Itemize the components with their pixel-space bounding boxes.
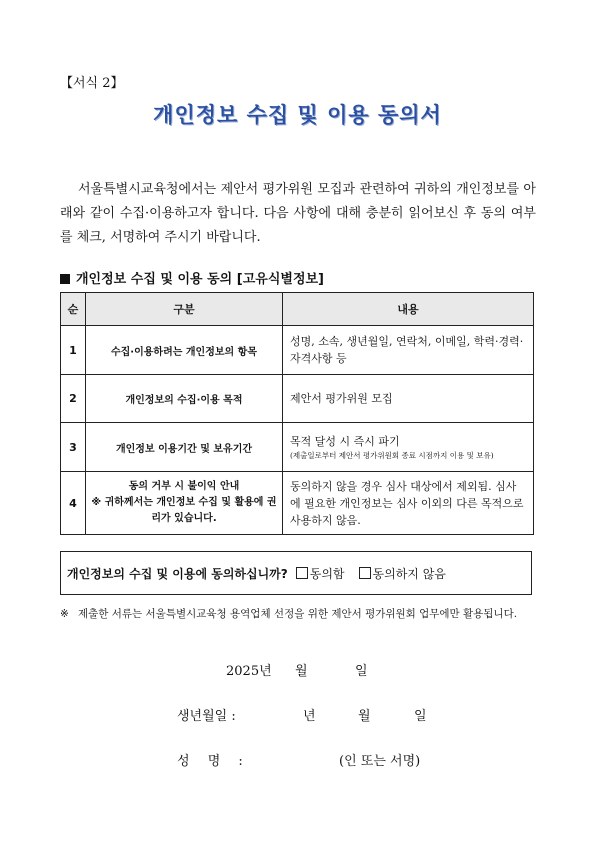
agree-label: 동의함 bbox=[309, 566, 345, 581]
date-month: 월 bbox=[295, 664, 308, 679]
table-header-row bbox=[61, 293, 534, 326]
intro-paragraph: 서울특별시교육청에서는 제안서 평가위원 모집과 관련하여 귀하의 개인정보를 아래와 같이 수집·이용하고자 합니다. 다음 사항에 대해 충분히 읽어보신 후 동의 여부를 체크, 서명하여 주시기 바랍니다. bbox=[60, 182, 536, 245]
section-heading bbox=[60, 268, 324, 287]
note-mark: ※ bbox=[60, 608, 69, 620]
row-content: 성명, 소속, 생년월일, 연락처, 이메일, 학력·경력·자격사항 등 bbox=[283, 326, 534, 375]
birth-year[interactable]: 년 bbox=[303, 709, 316, 724]
row-category: 개인정보의 수집·이용 목적 bbox=[86, 375, 283, 423]
agree-checkbox[interactable] bbox=[296, 565, 345, 582]
signature-field[interactable]: (인 또는 서명) bbox=[339, 754, 421, 769]
row-content: 제안서 평가위원 모집 bbox=[283, 375, 534, 423]
birth-day[interactable]: 일 bbox=[414, 709, 427, 724]
disagree-label: 동의하지 않음 bbox=[372, 566, 446, 581]
row-content-note: (제출일로부터 제안서 평가위원회 종료 시점까지 이용 및 보유) bbox=[290, 450, 494, 460]
row-category: 개인정보 이용기간 및 보유기간 bbox=[86, 423, 283, 472]
black-square-icon bbox=[60, 274, 70, 284]
birthdate-label: 생년월일 : bbox=[177, 709, 236, 724]
row-number: 2 bbox=[61, 375, 86, 423]
name-label: 성 명 : bbox=[177, 754, 243, 769]
table-row bbox=[61, 326, 534, 375]
header-content: 내용 bbox=[283, 293, 534, 326]
footnote bbox=[60, 606, 540, 622]
header-no: 순 bbox=[61, 293, 86, 326]
row-category-cell bbox=[86, 472, 283, 535]
table-row bbox=[61, 423, 534, 472]
row-content-cell bbox=[283, 423, 534, 472]
disagree-checkbox[interactable] bbox=[359, 565, 446, 582]
row-content: 동의하지 않을 경우 심사 대상에서 제외됨. 심사에 필요한 개인정보는 심사 이외의 다른 목적으로 사용하지 않음. bbox=[283, 472, 534, 535]
row-number: 4 bbox=[61, 472, 86, 535]
consent-items-table bbox=[60, 292, 534, 535]
header-category: 구분 bbox=[86, 293, 283, 326]
date-day: 일 bbox=[355, 664, 368, 679]
consent-question-box bbox=[60, 551, 532, 595]
date-year: 2025년 bbox=[226, 664, 272, 679]
row-number: 3 bbox=[61, 423, 86, 472]
table-row bbox=[61, 472, 534, 535]
form-number-label: 【서식 2】 bbox=[60, 76, 124, 91]
birth-month[interactable]: 월 bbox=[358, 709, 371, 724]
consent-question: 개인정보의 수집 및 이용에 동의하십니까? bbox=[67, 566, 288, 581]
document-title: 개인정보 수집 및 이용 동의서 bbox=[153, 103, 442, 127]
row-category-line1: 동의 거부 시 불이익 안내 bbox=[128, 481, 240, 492]
row-category: 수집·이용하려는 개인정보의 항목 bbox=[86, 326, 283, 375]
note-text: 제출한 서류는 서울특별시교육청 용역업체 선정을 위한 제안서 평가위원회 업무에만 활용됩니다. bbox=[78, 608, 518, 620]
row-number: 1 bbox=[61, 326, 86, 375]
row-content: 목적 달성 시 즉시 파기 bbox=[290, 434, 400, 448]
row-category-line2: ※ 귀하께서는 개인정보 수집 및 활용에 권리가 있습니다. bbox=[91, 497, 277, 524]
section-heading-text: 개인정보 수집 및 이용 동의 [고유식별정보] bbox=[76, 272, 324, 287]
checkbox-icon[interactable] bbox=[359, 567, 371, 579]
table-row bbox=[61, 375, 534, 423]
checkbox-icon[interactable] bbox=[296, 567, 308, 579]
